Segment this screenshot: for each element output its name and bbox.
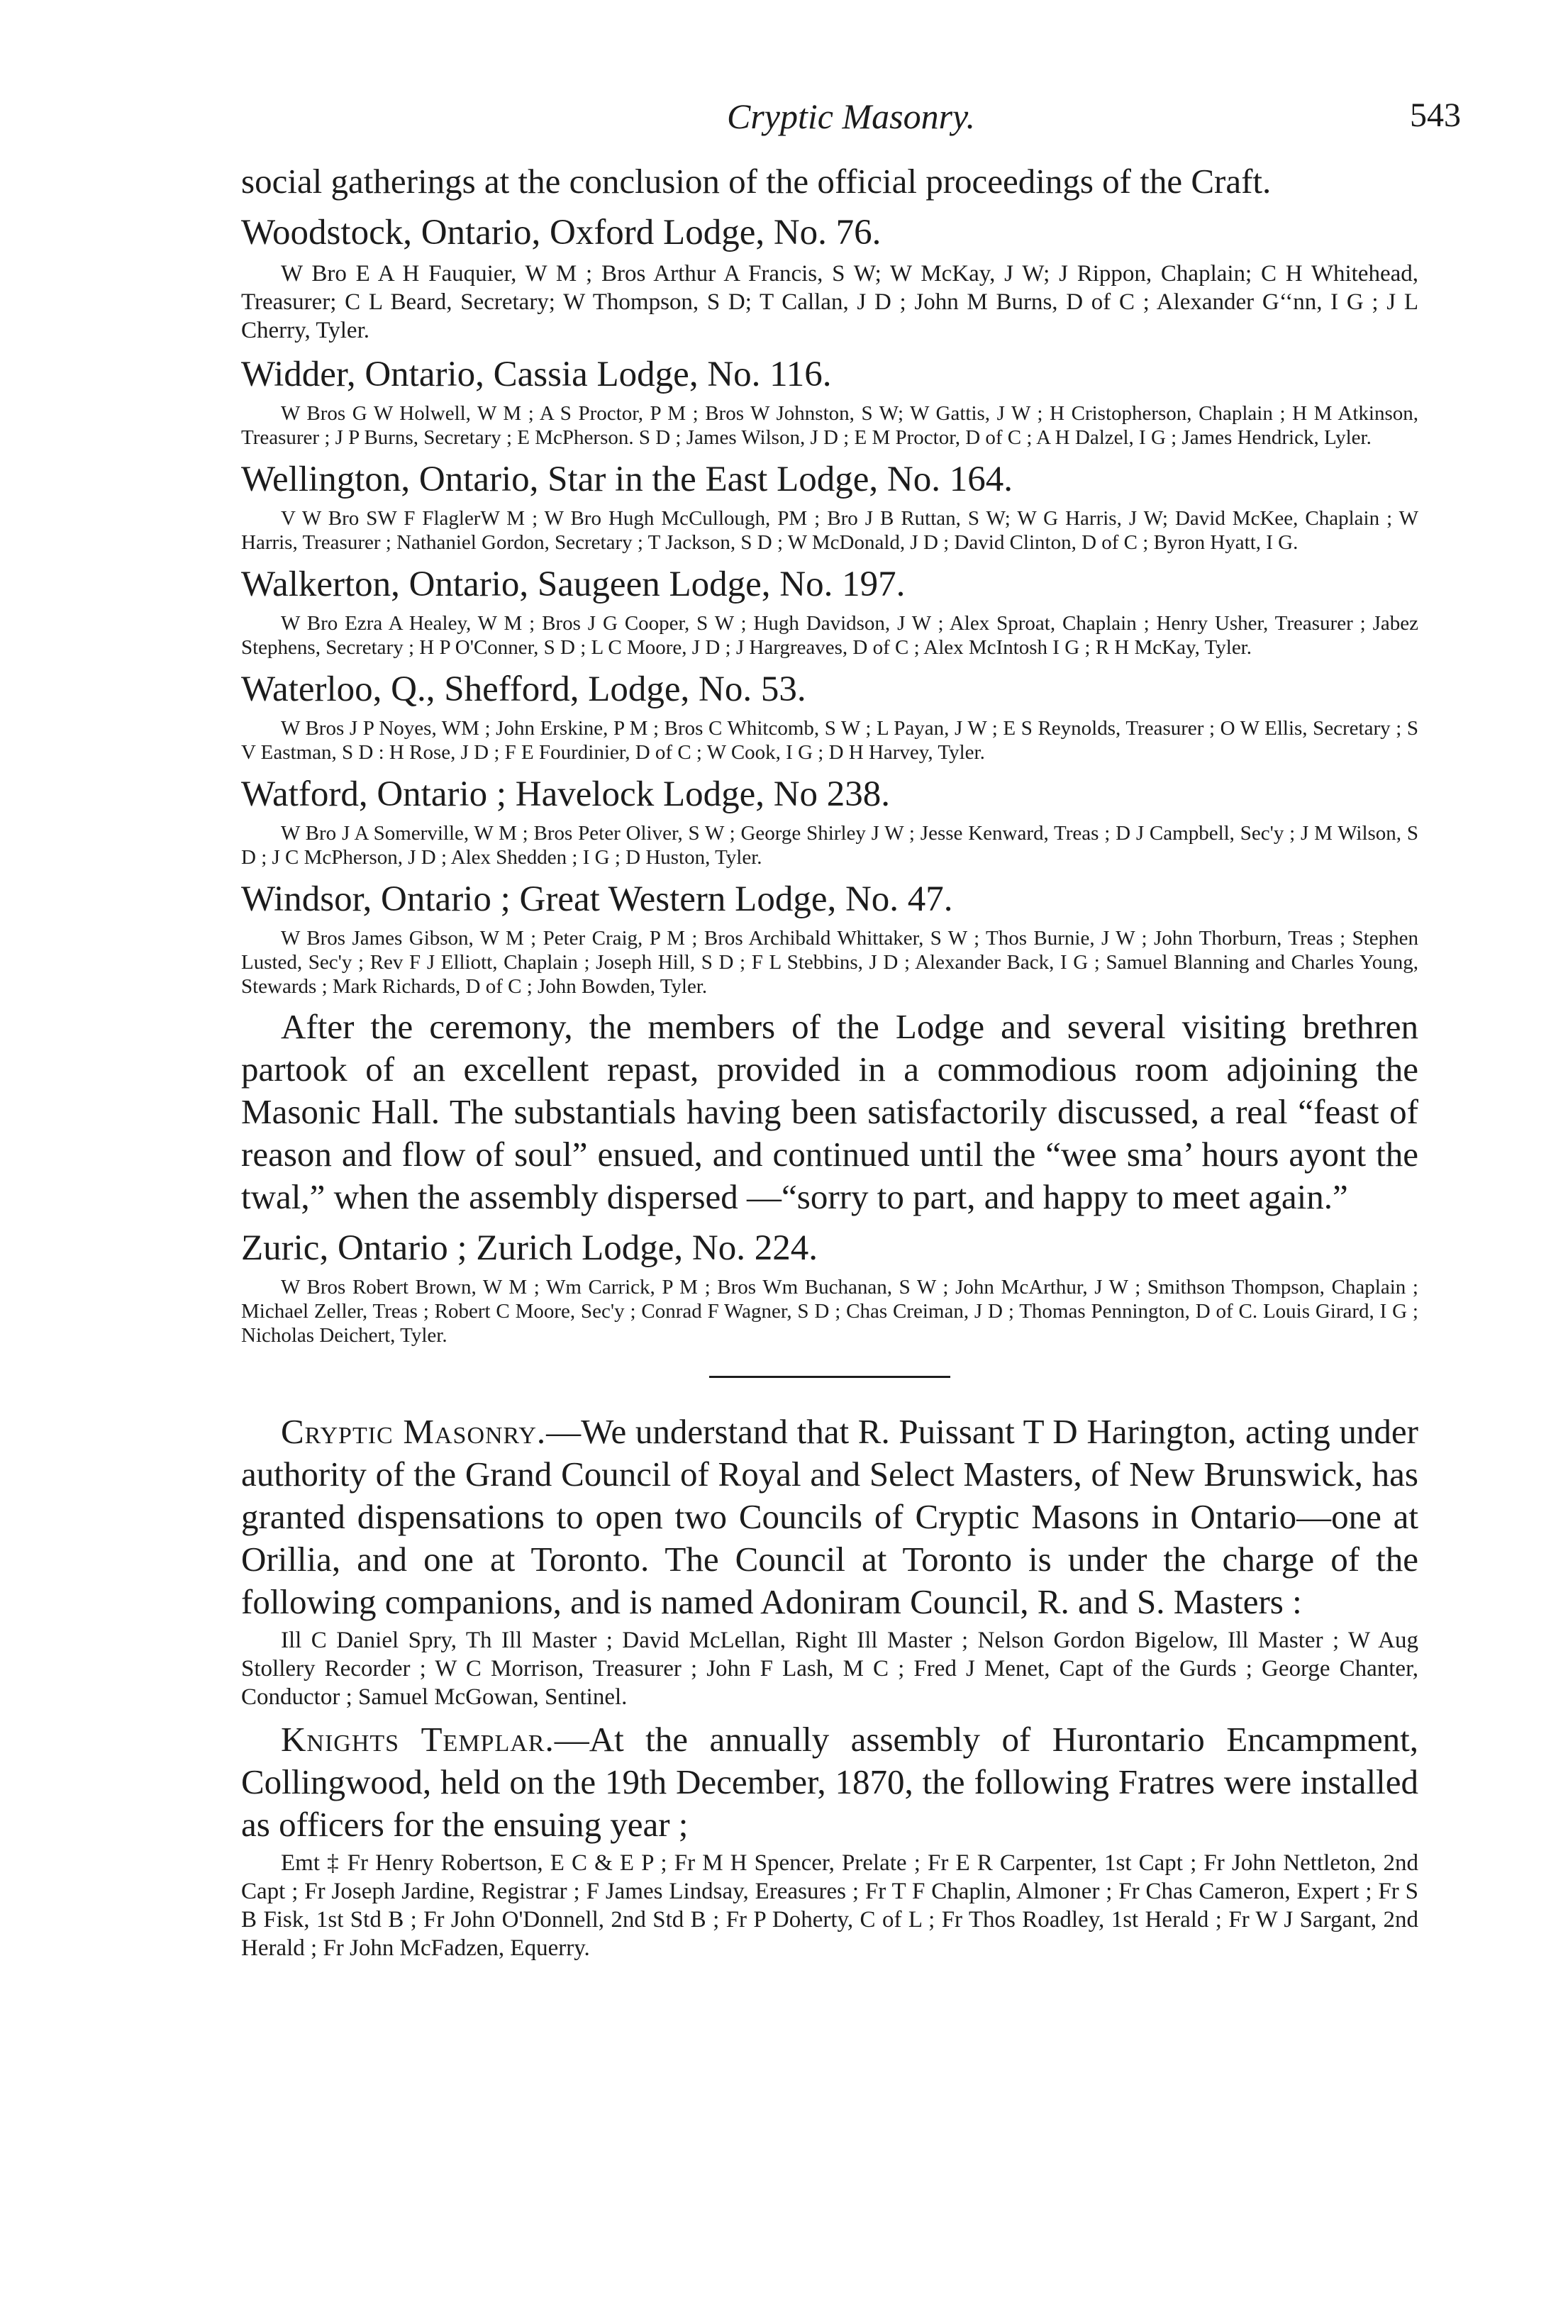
running-title: Cryptic Masonry.: [727, 96, 975, 136]
lodge-heading: Wellington, Ontario, Star in the East Lodge, No. 164.: [241, 460, 1013, 499]
section-text: —At the annually assembly of Hurontario Encampment, Collingwood, held on the 19th December, 1870, the following Fratres were installed as officers for the ensuing year ;: [241, 1720, 1418, 1844]
lodge-officers: W Bro J A Somerville, W M ; Bros Peter Oliver, S W ; George Shirley J W ; Jesse Kenward, Treas ; D J Campbell, Sec'y ; J M Wilson, S D ; J C McPherson, J D ; Alex Shedden ; I G ; D Huston, Tyler.: [241, 822, 1418, 869]
section-label: Cryptic Masonry.: [281, 1412, 547, 1451]
lodge-heading: Zuric, Ontario ; Zurich Lodge, No. 224.: [241, 1228, 818, 1268]
lodge-heading: Walkerton, Ontario, Saugeen Lodge, No. 197.: [241, 565, 906, 604]
lodge-entry: [241, 562, 1418, 660]
lodge-officers: W Bros Robert Brown, W M ; Wm Carrick, P M ; Bros Wm Buchanan, S W ; John McArthur, J W ; Smithson Thompson, Chaplain ; Michael Zeller, Treas ; Robert C Moore, Sec'y ; Conrad F Wagner, S D ; Chas Creiman, J D ; Thomas Pennington, D of C. Louis Girard, I G ; Nicholas Deichert, Tyler.: [241, 1276, 1418, 1347]
lodge-entry: [241, 457, 1418, 555]
lodge-officers: W Bro Ezra A Healey, W M ; Bros J G Cooper, S W ; Hugh Davidson, J W ; Alex Sproat, Chaplain ; Henry Usher, Treasurer ; Jabez Stephens, Secretary ; H P O'Conner, S D ; L C Moore, J D ; J Hargreaves, D of C ; Alex McIntosh I G ; R H McKay, Tyler.: [241, 612, 1418, 659]
section-label: Knights Templar.: [281, 1720, 555, 1759]
cryptic-masonry-paragraph: [241, 1411, 1418, 1623]
lodge-officers: W Bros J P Noyes, WM ; John Erskine, P M ; Bros C Whitcomb, S W ; L Payan, J W ; E S Reynolds, Treasurer ; O W Ellis, Secretary ; S V Eastman, S D : H Rose, J D ; F E Fourdinier, D of C ; W Cook, I G ; D H Harvey, Tyler.: [241, 717, 1418, 764]
lodge-heading: Widder, Ontario, Cassia Lodge, No. 116.: [241, 355, 832, 394]
lodge-heading: Woodstock, Ontario, Oxford Lodge, No. 76.: [241, 213, 882, 252]
section-text: —We understand that R. Puissant T D Harington, acting under authority of the Grand Council of Royal and Select Masters, of New Brunswick, has granted dispensations to open two Councils of Cryptic Masons in Ontario—one at Orillia, and one at Toronto. The Council at Toronto is under the charge of the following companions, and is named Adoniram Council, R. and S. Masters :: [241, 1412, 1418, 1621]
lodge-entry: [241, 352, 1418, 450]
knights-templar-paragraph: [241, 1718, 1418, 1846]
lodge-heading: Watford, Ontario ; Havelock Lodge, No 238.: [241, 774, 891, 814]
lodge-entry: [241, 1225, 1418, 1347]
lodge-officers: W Bros G W Holwell, W M ; A S Proctor, P M ; Bros W Johnston, S W; W Gattis, J W ; H Cristopherson, Chaplain ; H M Atkinson, Treasurer ; J P Burns, Secretary ; E McPherson. S D ; James Wilson, J D ; E M Proctor, D of C ; A H Dalzel, I G ; James Hendrick, Lyler.: [241, 402, 1418, 449]
page-body: [241, 160, 1418, 1969]
lodge-officers: W Bro E A H Fauquier, W M ; Bros Arthur A Francis, S W; W McKay, J W; J Rippon, Chaplain; C H Whitehead, Treasurer; C L Beard, Secretary; W Thompson, S D; T Callan, J D ; John M Burns, D of C ; Alexander G‘‘nn, I G ; J L Cherry, Tyler.: [241, 261, 1418, 343]
ceremony-paragraph: After the ceremony, the members of the Lodge and several visiting brethren partook of an excellent repast, provided in a commodious room adjoining the Masonic Hall. The substantials having been satisfactorily discussed, a real “feast of reason and flow of soul” ensued, and continued until the “wee sma’ hours ayont the twal,” when the assembly dispersed —“sorry to part, and happy to meet again.”: [241, 1007, 1418, 1216]
encampment-officers: Emt ‡ Fr Henry Robertson, E C & E P ; Fr M H Spencer, Prelate ; Fr E R Carpenter, 1st Capt ; Fr John Nettleton, 2nd Capt ; Fr Joseph Jardine, Registrar ; F James Lindsay, Ereasures ; Fr T F Chaplin, Almoner ; Fr Chas Cameron, Expert ; Fr S B Fisk, 1st Std B ; Fr John O'Donnell, 2nd Std B ; Fr P Doherty, C of L ; Fr Thos Roadley, 1st Herald ; Fr W J Sargant, 2nd Herald ; Fr John McFadzen, Equerry.: [241, 1850, 1418, 1961]
lodge-officers: W Bros James Gibson, W M ; Peter Craig, P M ; Bros Archibald Whittaker, S W ; Thos Burnie, J W ; John Thorburn, Treas ; Stephen Lusted, Sec'y ; Rev F J Elliott, Chaplain ; Joseph Hill, S D ; F L Stebbins, J D ; Alexander Back, I G ; Samuel Blanning and Charles Young, Stewards ; Mark Richards, D of C ; John Bowden, Tyler.: [241, 927, 1418, 998]
lodge-entry: [241, 877, 1418, 999]
lodge-officers: V W Bro SW F FlaglerW M ; W Bro Hugh McCullough, PM ; Bro J B Ruttan, S W; W G Harris, J W; David McKee, Chaplain ; W Harris, Treasurer ; Nathaniel Gordon, Secretary ; T Jackson, S D ; W McDonald, J D ; David Clinton, D of C ; Byron Hyatt, I G.: [241, 507, 1418, 554]
page-header: [241, 96, 1461, 145]
lodge-entry: [241, 210, 1418, 345]
section-divider: [709, 1376, 950, 1378]
page-number: 543: [1410, 96, 1461, 134]
lodge-heading: Waterloo, Q., Shefford, Lodge, No. 53.: [241, 669, 806, 709]
lodge-entry: [241, 772, 1418, 869]
council-officers: Ill C Daniel Spry, Th Ill Master ; David McLellan, Right Ill Master ; Nelson Gordon Bigelow, Ill Master ; W Aug Stollery Recorder ; W C Morrison, Treasurer ; John F Lash, M C ; Fred J Menet, Capt of the Gurds ; George Chanter, Conductor ; Samuel McGowan, Sentinel.: [241, 1628, 1418, 1710]
intro-paragraph: social gatherings at the conclusion of the official proceedings of the Craft.: [241, 162, 1272, 201]
lodge-heading: Windsor, Ontario ; Great Western Lodge, No. 47.: [241, 879, 953, 919]
lodge-entry: [241, 667, 1418, 765]
